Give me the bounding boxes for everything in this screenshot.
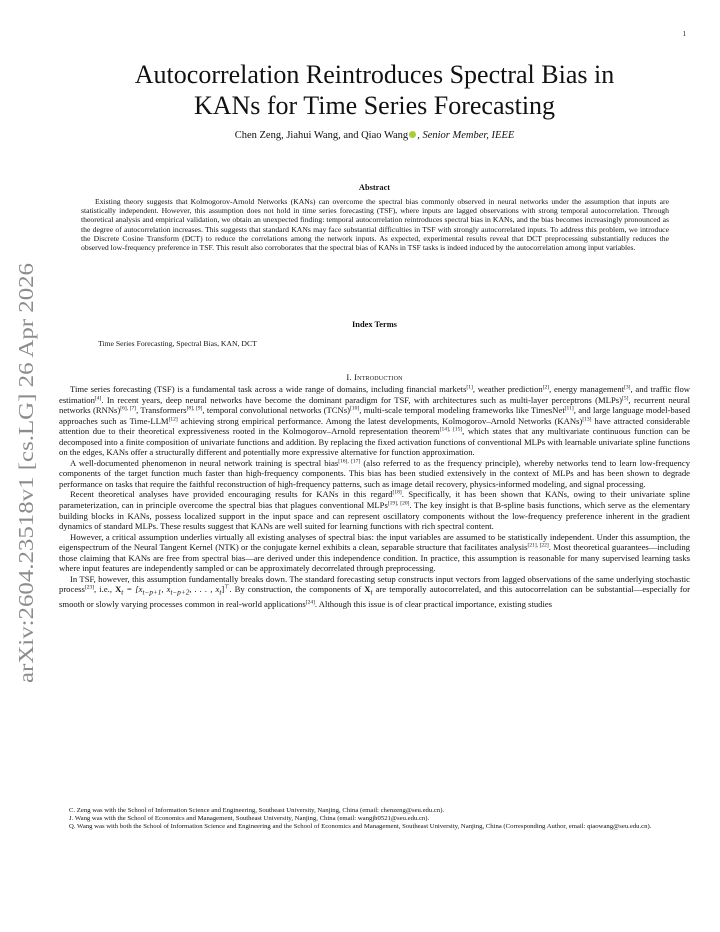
paragraph-2: A well-documented phenomenon in neural network training is spectral bias[16], [17] (also referred to as the frequency principle), whereby networks tend to learn low-frequency components of the target function much faster than high-frequency components. This bias has been studied extensively in the context of MLPs and has been shown to degrade performance on tasks that require the faithful reconstruction of high-frequency patterns, such as image detail recovery, physics-informed modeling, and signal processing. bbox=[59, 457, 691, 489]
citation[interactable]: [19], [20] bbox=[387, 500, 410, 507]
citation[interactable]: [1] bbox=[466, 384, 473, 391]
title-line-2: KANs for Time Series Forecasting bbox=[193, 91, 556, 120]
citation[interactable]: [12] bbox=[168, 416, 178, 423]
section-heading bbox=[59, 372, 690, 382]
paper-title bbox=[59, 59, 690, 121]
paragraph-5: In TSF, however, this assumption fundamentally breaks down. The standard forecasting setup constructs input vectors from lagged observations of the same underlying stochastic process[23], i.e., $X_t = [x_{t-p+1}$, $x_{t-p+2}$, . . . , $x_t]^⊤$. By construction, the components of $X_t$ are temporally autocorrelated, and this autocorrelation can be substantial—especially for smooth or slowly varying processes common in real-world applications[24]. Although this issue is of clear practical importance, existing studies bbox=[59, 573, 690, 609]
citation[interactable]: [10] bbox=[350, 405, 360, 412]
footnotes bbox=[59, 807, 690, 831]
ieee-membership: , Senior Member, IEEE bbox=[417, 130, 515, 141]
citation[interactable]: [13] bbox=[582, 416, 592, 423]
citation[interactable]: [24] bbox=[305, 599, 315, 606]
citation[interactable]: [21], [22] bbox=[527, 542, 549, 549]
citation[interactable]: [16], [17] bbox=[338, 458, 361, 465]
abstract-heading: Abstract bbox=[358, 183, 391, 192]
footnote: Q. Wang was with both the School of Information Science and Engineering and the School of Economics and Management, Southeast University, Nanjing, China (Corresponding Author, email: qiaowang@seu.edu.cn). bbox=[69, 823, 652, 831]
index-terms-text: Time Series Forecasting, Spectral Bias, KAN, DCT bbox=[98, 339, 257, 348]
footnote: C. Zeng was with the School of Information Science and Engineering, Southeast University, Nanjing, China (email: chenzeng@seu.edu.cn). bbox=[69, 807, 445, 814]
author-line bbox=[59, 130, 690, 141]
section-number: I. bbox=[346, 372, 355, 382]
citation[interactable]: [18] bbox=[392, 489, 402, 496]
citation[interactable]: [6], [7] bbox=[120, 405, 137, 412]
citation[interactable]: [4] bbox=[94, 395, 102, 402]
citation[interactable]: [8], [9] bbox=[186, 405, 203, 412]
arxiv-identifier-text: arXiv:2604.23518v1 [cs.LG] 26 Apr 2026 bbox=[14, 328, 38, 683]
citation[interactable]: [11] bbox=[564, 405, 574, 412]
abstract-text: Existing theory suggests that Kolmogorov-Arnold Networks (KANs) can overcome the spectral bias commonly observed in neural networks under the assumption that inputs are statistically independent. However, this assumption does not hold in time series forecasting (TSF), where inputs are lagged observations with strong temporal autocorrelation. Through theoretical analysis and empirical validation, we obtain an unexpected finding: temporal autocorrelation reintroduces spectral bias in KANs, and the bias becomes increasingly pronounced as the degree of autocorrelation increases. This suggests that standard KANs may face substantial difficulties in TSF with strongly autocorrelated inputs. To address this problem, we introduce the Discrete Cosine Transform (DCT) to reduce the correlations among the network inputs. As expected, experimental results reveal that DCT preprocessing substantially reduces the observed low-frequency preference in TSF. This result also corroborates that the spectral bias of KANs in TSF tasks is indeed induced by the autocorrelation among input variables. bbox=[81, 197, 669, 253]
paragraph-3: Recent theoretical analyses have provided encouraging results for KANs in this regard[18]. Specifically, it has been shown that KANs, owing to their univariate spline parameterization, can in principle overcome the spectral bias that plagues conventional MLPs[19], [20]. The key insight is that B-spline basis functions, which serve as the elementary building blocks in KANs, possess localized support in the input space and can represent oscillatory components without the low-frequency preference inherent in the gradient dynamics of standard MLPs. These results suggest that KANs are well suited for learning functions with rich spectral content. bbox=[59, 489, 691, 532]
introduction-body bbox=[59, 384, 690, 609]
citation[interactable]: [14], [15] bbox=[439, 426, 463, 433]
arxiv-identifier-stamp bbox=[10, 262, 40, 684]
paragraph-4: However, a critical assumption underlies virtually all existing analyses of spectral bias: the input variables are assumed to be statistically independent. Under this assumption, the eigenspectrum of the Neural Tangent Kernel (NTK) or the conjugate kernel exhibits a clean, separable structure that facilitates analysis[21], [22]. Most theoretical guarantees—including those claiming that KANs are free from spectral bias—are derived under this independence condition. In practice, this assumption is reasonable for many supervised learning tasks where input features are independently sampled or can be approximately decorrelated through preprocessing. bbox=[59, 531, 690, 574]
page-number: 1 bbox=[682, 30, 686, 38]
title-line-1: Autocorrelation Reintroduces Spectral Bias in bbox=[134, 60, 615, 89]
section-title: Introduction bbox=[354, 372, 403, 382]
author-names: Chen Zeng, Jiahui Wang, and Qiao Wang bbox=[234, 130, 409, 141]
index-terms-heading: Index Terms bbox=[352, 320, 397, 329]
paragraph-1: Time series forecasting (TSF) is a fundamental task across a wide range of domains, including financial markets[1], weather prediction[2], energy management[3], and traffic flow estimation[4]. In recent years, deep neural networks have become the dominant paradigm for TSF, with architectures such as multi-layer perceptrons (MLPs)[5], recurrent neural networks (RNNs)[6], [7], Transformers[8], [9], temporal convolutional networks (TCNs)[10], multi-scale temporal modeling frameworks like TimesNet[11], and large language model-based approaches such as Time-LLM[12] achieving strong empirical performance. Among the latest developments, Kolmogorov–Arnold Networks (KANs)[13] have attracted considerable attention due to their theoretical expressiveness rooted in the Kolmogorov–Arnold representation theorem[14], [15], which states that any multivariate continuous function can be decomposed into a finite composition of univariate functions and addition. By replacing the fixed activation functions of conventional MLPs with learnable univariate spline functions on the edges, KANs offer a structurally different and potentially more expressive alternative for function approximation. bbox=[59, 384, 691, 458]
citation[interactable]: [23] bbox=[84, 584, 95, 591]
citation[interactable]: [2] bbox=[542, 384, 550, 391]
citation[interactable]: [3] bbox=[624, 384, 631, 391]
math-symbol: X bbox=[364, 584, 371, 595]
math-symbol: X bbox=[115, 584, 122, 595]
citation[interactable]: [5] bbox=[621, 395, 629, 402]
footnote: J. Wang was with the School of Economics and Management, Southeast University, Nanjing, China (email: wangjh0521@seu.edu.cn). bbox=[69, 815, 430, 823]
orcid-icon[interactable] bbox=[409, 131, 416, 138]
